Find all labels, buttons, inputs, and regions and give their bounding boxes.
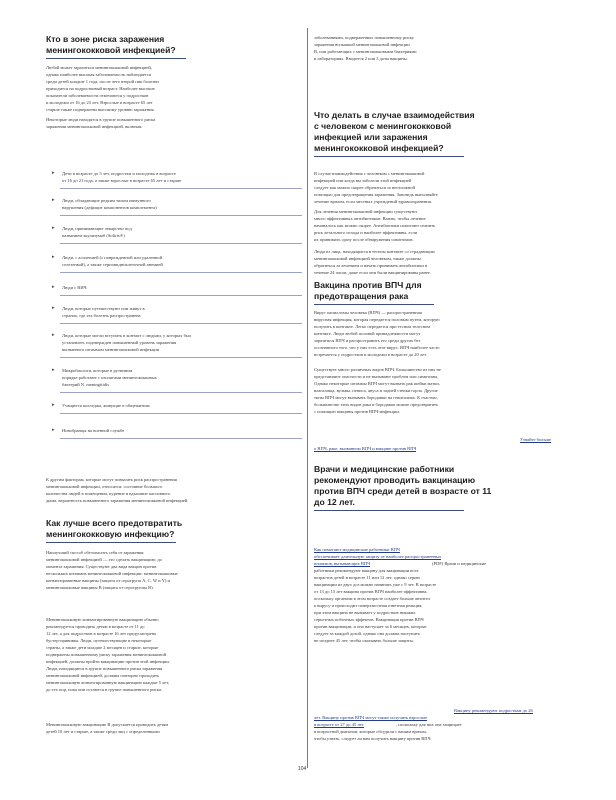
text-line: следует как можно скорее обратиться за неотложной xyxy=(314,185,415,190)
bullet-text: Новобранцы на военной службе xyxy=(62,428,125,433)
text-line: подвержены повышенному риску заражения менингококковой xyxy=(46,652,167,657)
text-line: Врачи и медицинские работники xyxy=(314,464,455,474)
text-line: приходится на подростковый возраст. Наиболее высокие xyxy=(46,86,155,91)
text-line: риск летального исхода и наиболее эффективны, если xyxy=(314,230,418,235)
text-line: до 12 лет. xyxy=(314,497,355,507)
text-line: Любой может заразиться менингококковой инфекцией, xyxy=(46,65,152,70)
text-line: показатели заболеваемости отмечаются у подростков xyxy=(46,93,149,98)
bullet-text: бактерий N. meningitidis xyxy=(62,382,110,387)
text-line: следует за каждой дозой, однако она должна наступить xyxy=(314,631,420,636)
paragraph-antibiotics xyxy=(314,208,435,243)
bullet-text: порядке работают с изолятами менингококковых xyxy=(62,375,157,380)
page-number: 104 xyxy=(298,766,307,772)
bullet-separator xyxy=(60,323,302,324)
text-line: типы ВПЧ могут вызывать бородавки на гениталиях. К счастью, xyxy=(314,395,438,400)
bullet-icon: ▸ xyxy=(52,226,55,231)
text-line: до тех пор, пока они остаются в группе повышенного риска. xyxy=(46,687,162,692)
text-line: заразиться ВПЧ и распространить его среди других без xyxy=(314,338,421,343)
text-line: серьезных побочных эффектов. Вакцинация против ВПЧ xyxy=(314,617,424,622)
text-line: течение 24 часов, даже если они были вакцинированы ранее. xyxy=(314,270,432,275)
text-line: среди детей младше 1 года, после чего второй пик болезни xyxy=(46,79,159,84)
bullet-text: вызванного штаммом менингококковой инфекции xyxy=(62,347,160,352)
text-line: В случае взаимодействия с человеком с менингококковой xyxy=(314,171,425,176)
paragraph-other-factors xyxy=(46,476,188,504)
bullet-icon: ▸ xyxy=(52,333,55,338)
text-line: заражения менингококковой инфекцией, включая: xyxy=(46,124,143,129)
bullet-icon: ▸ xyxy=(52,171,55,176)
text-line: нескольких штаммов менингококковой инфекции: менингококковые xyxy=(46,571,178,576)
link-vaccine-26[interactable]: Вакцину рекомендуют подросткам до 26 xyxy=(454,708,533,713)
heading-hpv-vaccine: Вакцина против ВПЧ для предотвращения рака xyxy=(314,280,434,305)
bullet-icon: ▸ xyxy=(52,306,55,311)
text-line: представляют опасности и не вызывают проблем или симптомы. xyxy=(314,374,439,379)
bullet-text: Люди, которые могли вступить в контакт с людьми, у которых был xyxy=(62,333,192,338)
bullet-text: странах, где эта болезнь распространена xyxy=(62,313,141,318)
paragraph-risk-intro xyxy=(46,64,159,113)
text-line: количества людей в помещении, курение и вдыхание пассивного xyxy=(46,491,171,496)
bullet-text: Дети в возрасте до 5 лет, подростки и молодежь в возрасте xyxy=(62,171,176,176)
link-line[interactable]: штаммов, вызывающих ВПЧ xyxy=(314,561,371,566)
bullet-icon: ▸ xyxy=(52,255,55,260)
text-line: менингококковой инфекцией человеком, также должны xyxy=(314,256,421,261)
bullet-icon: ▸ xyxy=(52,368,55,373)
text-line: Люди, находящиеся в группе повышенного риска заражения xyxy=(46,666,163,671)
text-line: работники рекомендуют вакцину для вакцинации всех xyxy=(314,568,419,573)
text-line: большинство этих видов рака и бородавок можно предотвратить xyxy=(314,402,439,407)
text-line: Люди из лица, находящиеся в тесном контакте со страдающим xyxy=(314,249,435,254)
bullet-text: Люди с ВИЧ xyxy=(62,285,87,290)
text-line: чтобы узнать, следует ли вам получить вакцину против ВПЧ. xyxy=(314,736,432,741)
text-line: вирусная инфекция, которая передается половым путем, которую xyxy=(314,317,440,322)
paragraph-close-contacts xyxy=(314,248,435,276)
text-line: против ВПЧ среди детей в возрасте от 11 xyxy=(314,486,492,496)
text-line: при этом вакцина не вызывает у подростков никаких xyxy=(314,610,416,615)
bullet-separator xyxy=(60,438,302,439)
text-line: начиналось как можно скорее. Антибиотики помогают снизить xyxy=(314,223,436,228)
paragraph-risk-groups xyxy=(46,116,155,130)
pdf-note: (PDF) Врачи и медицинские xyxy=(432,561,487,566)
text-line: к вирусу и происходит поверхностная ответная реакция, xyxy=(314,603,423,608)
text-line: помощью для предотвращения заражения. Заповедь выполняйте xyxy=(314,192,438,197)
bullet-icon: ▸ xyxy=(52,403,55,408)
text-line: осознанного того, что у них есть этот вирус. ВПЧ наиболее часто xyxy=(314,345,440,350)
text-line: обратиться за лечением и начать принимать антибиотики в xyxy=(314,263,428,268)
text-line: получить в контакте. Легко передается при тесном телесном xyxy=(314,324,431,329)
paragraph-vaccine-b-cont xyxy=(314,34,417,62)
text-line: рекомендуют проводить вакцинацию xyxy=(314,475,476,485)
text-line: вакцинации из двух доз можно начинать уже с 9 лет. В возрасте xyxy=(314,582,437,587)
bullet-icon: ▸ xyxy=(52,428,55,433)
text-line: Существует много различных видов ВПЧ. Большинство из них не xyxy=(314,367,441,372)
paragraph-vaccine-b xyxy=(46,721,168,735)
paragraph-hpv-intro xyxy=(314,309,440,358)
link-vaccine-adults[interactable]: лет. Вакцину против ВПЧ могут также получить взрослые xyxy=(314,715,428,720)
text-line: детей 10 лет и старше, а также среди лиц с определенными xyxy=(46,729,160,734)
bullet-text: Люди, принимающие лекарство под xyxy=(62,226,132,231)
paragraph-hpv-types xyxy=(314,366,441,415)
bullet-text: Учащиеся колледжа, живущие в общежитиях xyxy=(62,403,150,408)
link-hpv-long-protection[interactable] xyxy=(314,546,441,567)
bullet-text: Микробиологи, которые в рутинном xyxy=(62,368,133,373)
paragraph-conjugate-vaccine xyxy=(46,616,170,693)
text-line: 12 лет, а для подростков в возрасте 16 лет предусмотрена xyxy=(46,631,156,636)
text-line: и молодежи от 16 до 23 лет. Взрослые в возрасте 65 лет xyxy=(46,100,153,105)
bullet-icon: ▸ xyxy=(52,198,55,203)
text-line: менингококковой инфекции, относятся: состояние большого xyxy=(46,484,163,489)
link-hpv-cancer[interactable]: о ВПЧ, раке, вызванном ВПЧ и вакцине против ВПЧ xyxy=(314,446,417,451)
bullet-text: установлен, подтвержден повышенный уровень заражения xyxy=(62,340,177,345)
text-line: Вирус папилломы человека (ВПЧ) — распространенная xyxy=(314,310,422,315)
text-line: против вакцинации, и она наступает за 6 месяцев, которые xyxy=(314,624,427,629)
bullet-text: Люди, с аспленией (с поврежденной или удаленной xyxy=(62,255,163,260)
text-line: влагалища, вульвы, пениса, ануса и задней стенки горла. Другие xyxy=(314,388,438,393)
link-line[interactable]: Как помогают медицинские работники ВПЧ xyxy=(314,547,400,552)
bullet-separator xyxy=(60,295,302,296)
link-line[interactable]: обеспечивает длительную защиту от наиболее распространенных xyxy=(314,554,442,559)
text-line: Наилучший способ обезопасить себя от заражения xyxy=(46,550,144,555)
text-line: менингококковой инфекцией? xyxy=(314,143,444,153)
bullet-text: Люди, которые путешествуют или живут в xyxy=(62,306,145,311)
bullet-separator xyxy=(60,357,302,358)
text-line: лечение врачом, если местных учреждений здравоохранения. xyxy=(314,199,432,204)
bullet-text: Люди, обладающие редким типом иммунного xyxy=(62,198,151,203)
text-line: дыма, вероятность повышенного заражения менингококковой инфекцией. xyxy=(46,498,189,503)
bullet-separator xyxy=(60,188,302,189)
text-line: Для лечения менингококковой инфекции существуют xyxy=(314,209,418,214)
text-line: от 13 до 15 лет вакцина против ВПЧ наиболее эффективна, xyxy=(314,589,428,594)
text-line: менингококковую конъюгированную вакцинацию каждые 5 лет, xyxy=(46,680,170,685)
text-line: менингококковые вакцины B (защита от серогруппы B). xyxy=(46,585,154,590)
text-line: рекомендуется проводить детям в возрасте от 11 до xyxy=(46,624,145,629)
text-line: Менингококковую конъюгированную вакцинацию обычно xyxy=(46,617,159,622)
text-line: менингококковой инфекцией, должны повторно проходить xyxy=(46,673,160,678)
text-line: контакте. Люди любой половой принадлежности могут xyxy=(314,331,421,336)
heading-risk-group: Кто в зоне риска заражения менингококковой инфекцией? xyxy=(46,34,186,59)
bullet-text: нарушения (дефицит компонентов комплемента) xyxy=(62,205,157,210)
text-line: Однако некоторые штаммы ВПЧ могут вызвать рак шейки матки, xyxy=(314,381,440,386)
bullet-text: от 16 до 21 года, а также взрослые в возрасте 65 лет и старше xyxy=(62,178,182,183)
text-line: в возрастной диапазон, которые обсудили с вашим врачом, xyxy=(314,729,427,734)
link-vaccine-27-45[interactable]: в возрасте от 27 до 45 лет xyxy=(314,722,364,727)
bullet-icon: ▸ xyxy=(52,285,55,290)
text-line: Некоторые люди находятся в группе повышенного риска xyxy=(46,117,156,122)
bullet-separator xyxy=(60,243,302,244)
text-line: конъюгированные вакцины (защита от серогрупп A, C, W и Y) и xyxy=(46,578,170,583)
text-line: поскольку организм в этом возрасте создает больше антител xyxy=(314,596,430,601)
bullet-separator xyxy=(60,272,302,273)
text-line: с помощью вакцины против ВПЧ-инфекции. xyxy=(314,409,400,414)
text-line: инфекцией или заражения xyxy=(314,132,428,142)
link-learn-more[interactable]: Узнайте больше xyxy=(520,437,552,442)
text-line: Менингококковую вакцинацию B допускается проводить детям xyxy=(46,722,169,727)
text-line: не позднее 45 лет, чтобы оказывать больше защиты. xyxy=(314,638,414,643)
bullet-text: названием экулизумаб (Soliris®) xyxy=(62,233,125,238)
text-line: в лабораториях. Вводится 2 или 3 дозы вакцины. xyxy=(314,56,408,61)
text-line: старше также подвержены высокому уровню заражения. xyxy=(46,107,155,112)
paragraph-hpv-doctor xyxy=(314,728,432,742)
column-divider xyxy=(307,28,308,768)
text-line: много эффективных антибиотиков. Важно, чтобы лечение xyxy=(314,216,426,221)
text-line: менингококковой инфекцией — это сделать вакцинацию; до xyxy=(46,557,162,562)
bullet-text: селезенкой), а также серповидноклеточной анемией xyxy=(62,262,163,267)
text-line: бустер-прививка. Люди, путешествующие в некоторые xyxy=(46,638,152,643)
text-line: возрастов детей в возрасте 11 или 12 лет, однако серию xyxy=(314,575,420,580)
text-line: момента заражения. Существуют два вида вакцин против xyxy=(46,564,157,569)
bullet-separator xyxy=(60,215,302,216)
heading-prevention: Как лучше всего предотвратить менингококковую инфекцию? xyxy=(46,518,182,543)
text-line: с человеком с менингококковой xyxy=(314,121,452,131)
paragraph-contact-care xyxy=(314,170,438,205)
text-line: страны, а также дети младше 2 месяцев и старше, которые xyxy=(46,645,159,650)
text-line: однако наиболее высокая заболеваемость наблюдается xyxy=(46,72,151,77)
heading-contact xyxy=(314,110,475,157)
text-line: их принимать сразу после обнаружения симптомов. xyxy=(314,237,414,242)
heading-hpv-recommend xyxy=(314,464,491,511)
text-line: заражения вспышкой менингококковой инфекции xyxy=(314,42,410,47)
text-line: B, или работающих с менингококковыми бактериями xyxy=(314,49,417,54)
paragraph-hpv-adult-tail: , поскольку для них она защищает xyxy=(396,722,462,727)
text-line: заболеваниями, подверженных повышенному риску xyxy=(314,35,415,40)
paragraph-vaccination-best xyxy=(46,549,178,591)
text-line: встречается у подростков и молодежи в возрасте до 20 лет. xyxy=(314,352,427,357)
bullet-separator xyxy=(60,392,302,393)
text-line: Что делать в случае взаимодействия xyxy=(314,110,475,120)
text-line: К другим факторам, которые могут повысить риск распространения xyxy=(46,477,177,482)
text-line: инфекцией или когда вы заболели этой инфекцией xyxy=(314,178,412,183)
bullet-separator xyxy=(60,413,302,414)
text-line: инфекцией, должны пройти вакцинацию против этой инфекции. xyxy=(46,659,170,664)
paragraph-hpv-age xyxy=(314,567,436,644)
